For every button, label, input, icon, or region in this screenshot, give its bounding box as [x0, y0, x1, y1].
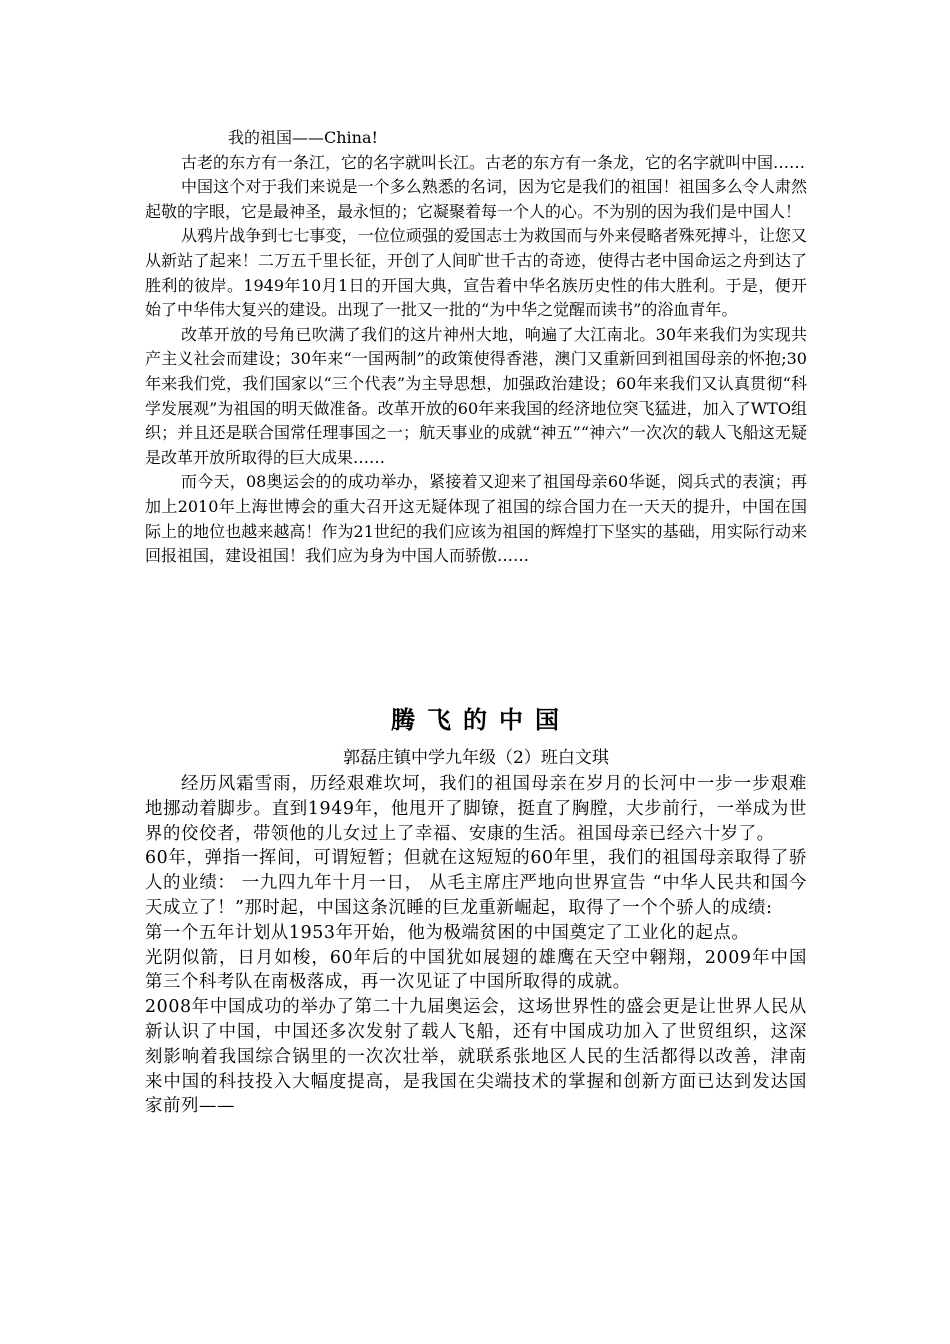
author-line: 郭磊庄镇中学九年级（2）班白文琪: [343, 748, 609, 768]
paragraph: 第一个五年计划从1953年开始，他为极端贫困的中国奠定了工业化的起点。: [145, 922, 750, 943]
essay-my-motherland: [145, 126, 807, 569]
paragraph: 古老的东方有一条江，它的名字就叫长江。古老的东方有一条龙，它的名字就叫中国……: [181, 152, 806, 172]
essay-title: 我的祖国——China!: [228, 128, 378, 147]
paragraph: 经历风霜雪雨，历经艰难坎坷，我们的祖国母亲在岁月的长河中一步一步艰难地挪动着脚步。直到1949年，他甩开了脚镣，挺直了胸膛，大步前行，一举成为世界的佼佼者，带领他的儿女过上了幸福、安康的生活。祖国母亲已经六十岁了。: [145, 774, 807, 844]
essay-rising-china: [145, 772, 807, 1119]
paragraph: 中国这个对于我们来说是一个多么熟悉的名词，因为它是我们的祖国！祖国多么令人肃然起敬的字眼，它是最神圣，最永恒的；它凝聚着每一个人的心。不为别的因为我们是中国人！: [145, 177, 807, 221]
paragraph: 2008年中国成功的举办了第二十九届奥运会，这场世界性的盛会更是让世界人民从新认识了中国，中国还多次发射了载人飞船，还有中国成功加入了世贸组织，这深刻影响着我国综合锅里的一次次壮举，就联系张地区人民的生活都得以改善，津南来中国的科技投入大幅度提高，是我国在尖端技术的掌握和创新方面已达到发达国家前列——: [145, 997, 807, 1117]
paragraph: 光阴似箭，日月如梭，60年后的中国犹如展翅的雄鹰在天空中翱翔，2009年中国第三个科考队在南极落成，再一次见证了中国所取得的成就。: [145, 947, 807, 993]
paragraph: 从鸦片战争到七七事变，一位位顽强的爱国志士为救国而与外来侵略者殊死搏斗，让您又从新站了起来！二万五千里长征，开创了人间旷世千古的奇迹，使得古老中国命运之舟到达了胜利的彼岸。1949年10月1日的开国大典，宣告着中华名族历史性的伟大胜利。于是，便开始了中华伟大复兴的建设。出现了一批又一批的“为中华之觉醒而读书”的浴血青年。: [145, 226, 807, 320]
paragraph: 而今天，08奥运会的的成功举办，紧接着又迎来了祖国母亲60华诞，阅兵式的表演；再加上2010年上海世博会的重大召开这无疑体现了祖国的综合国力在一天天的提升，中国在国际上的地位也越来越高！作为21世纪的我们应该为祖国的辉煌打下坚实的基础，用实际行动来回报祖国，建设祖国！我们应为身为中国人而骄傲……: [145, 472, 807, 566]
paragraph: 60年，弹指一挥间，可谓短暂；但就在这短短的60年里，我们的祖国母亲取得了骄人的业绩： 一九四九年十月一日， 从毛主席庄严地向世界宣告 “中华人民共和国今天成立了！”那时起，中国这条沉睡的巨龙重新崛起，取得了一个个骄人的成绩:: [145, 848, 807, 918]
essay-title-rising-china: [0, 700, 950, 740]
paragraph: 改革开放的号角已吹满了我们的这片神州大地，响遍了大江南北。30年来我们为实现共产主义社会而建设；30年来“一国两制”的政策使得香港，澳门又重新回到祖国母亲的怀抱;30年来我们党，我们国家以“三个代表”为主导思想，加强政治建设；60年来我们又认真贯彻“科学发展观”为祖国的明天做准备。改革开放的60年来我国的经济地位突飞猛进，加入了WTO组织；并且还是联合国常任理事国之一；航天事业的成就“神五”“神六”一次次的载人飞船这无疑是改革开放所取得的巨大成果……: [145, 324, 807, 467]
title-text: 腾飞的中国: [391, 705, 571, 734]
